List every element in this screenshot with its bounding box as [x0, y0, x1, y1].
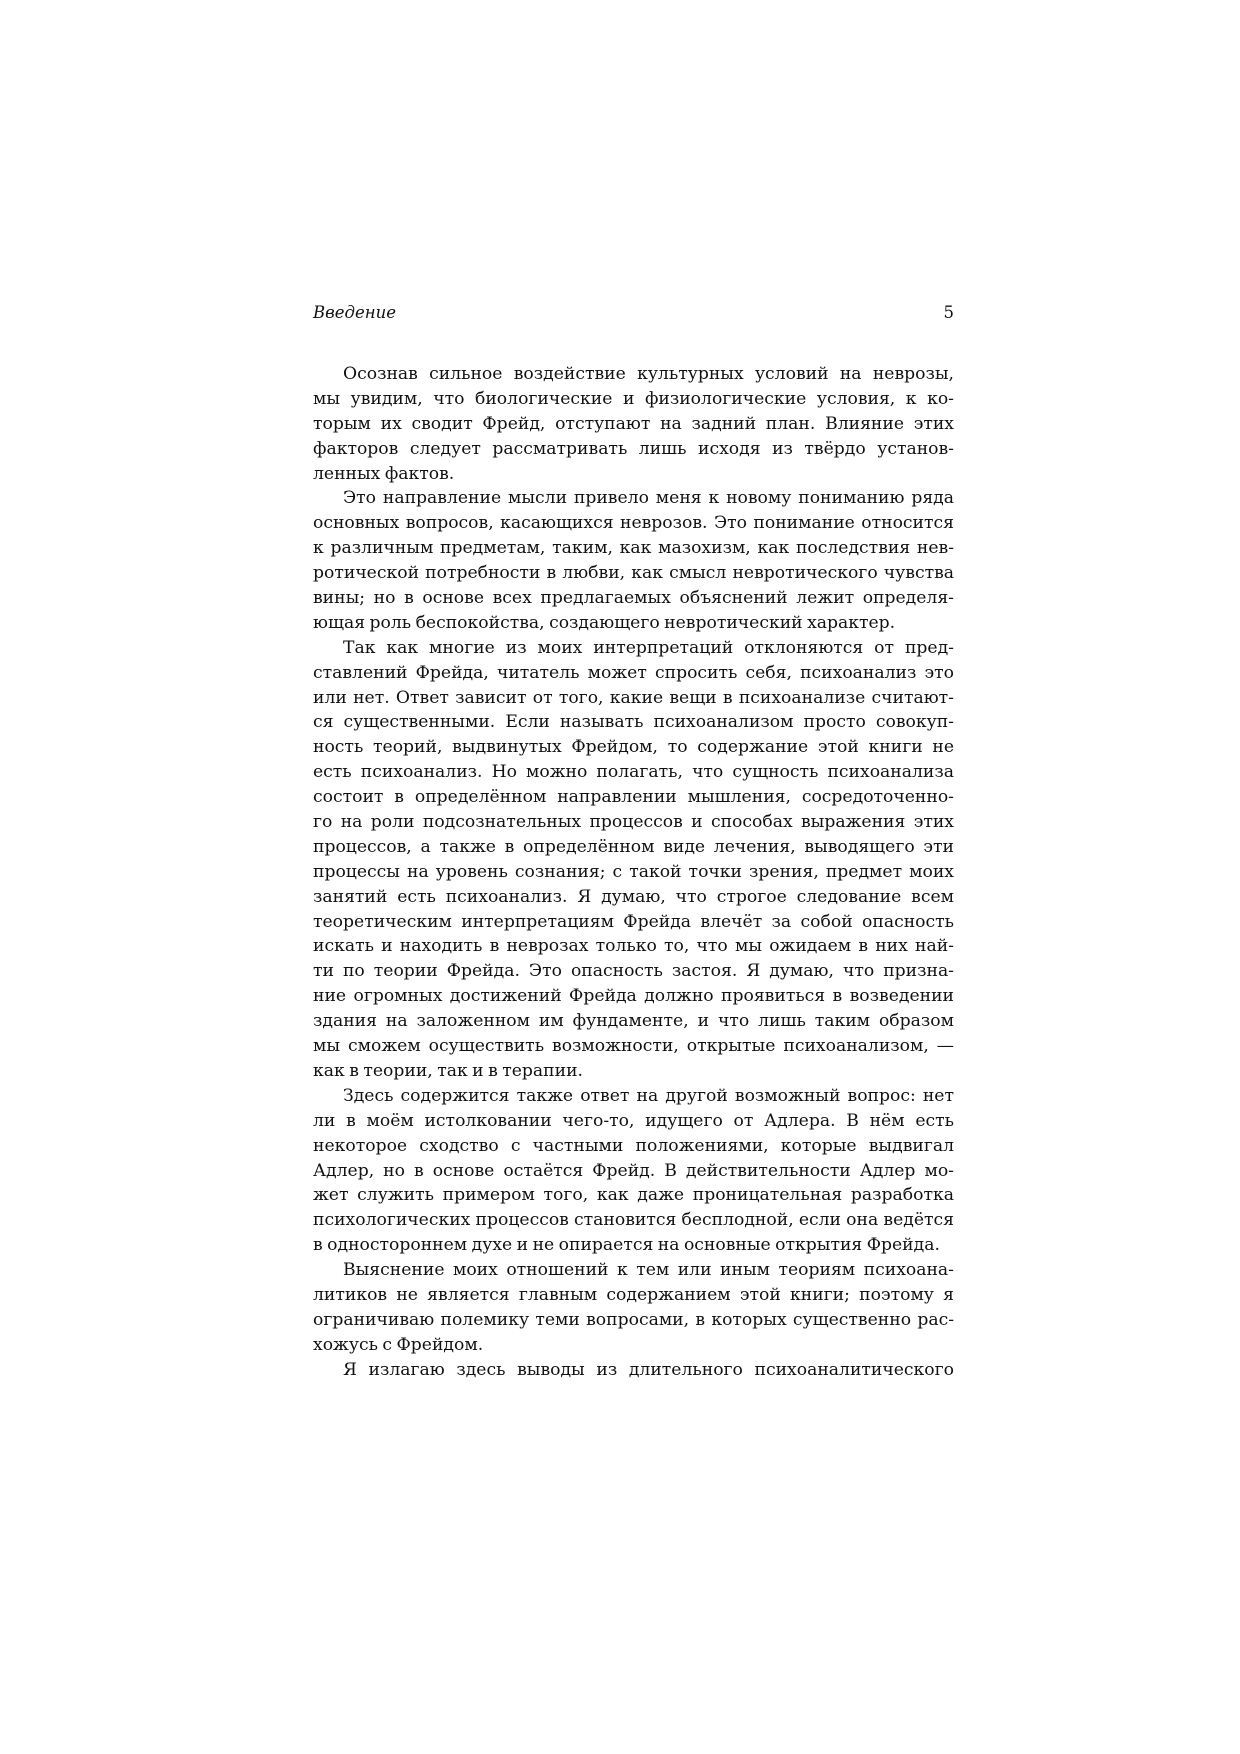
text-line: ротической потребности в любви, как смысл невротического чувства: [313, 563, 954, 584]
text-line: основных вопросов, касающихся неврозов. Это понимание относится: [313, 513, 954, 534]
text-line: Здесь содержится также ответ на другой возможный вопрос: нет: [343, 1085, 954, 1106]
text-line: процессов, а также в определённом виде лечения, выводящего эти: [313, 836, 954, 857]
text-line: как в теории, так и в терапии.: [313, 1060, 583, 1081]
text-line: го на роли подсознательных процессов и способах выражения этих: [313, 812, 954, 833]
running-head: [313, 302, 954, 328]
text-line: искать и находить в неврозах только то, что мы ожидаем в них най-: [313, 936, 954, 957]
text-line: состоит в определённом направлении мышления, сосредоточенно-: [313, 787, 954, 808]
text-line: ленных фактов.: [313, 463, 455, 484]
text-line: ющая роль беспокойства, создающего невротический характер.: [313, 612, 896, 633]
text-line: психологических процессов становится бесплодной, если она ведётся: [313, 1210, 954, 1231]
text-line: литиков не является главным содержанием этой книги; поэтому я: [313, 1284, 954, 1305]
text-line: занятий есть психоанализ. Я думаю, что строгое следование всем: [313, 886, 954, 907]
text-line: Адлер, но в основе остаётся Фрейд. В действительности Адлер мо-: [313, 1160, 954, 1181]
text-line: Я излагаю здесь выводы из длительного психоаналитического: [343, 1359, 954, 1380]
text-line: жет служить примером того, как даже проницательная разработка: [313, 1185, 954, 1206]
text-line: мы сможем осуществить возможности, открытые психоанализом, —: [313, 1036, 954, 1057]
paragraph: [313, 1258, 954, 1358]
text-line: или нет. Ответ зависит от того, какие вещи в психоанализе считают-: [313, 687, 954, 708]
text-line: в одностороннем духе и не опирается на основные открытия Фрейда.: [313, 1235, 940, 1256]
text-line: ти по теории Фрейда. Это опасность застоя. Я думаю, что призна-: [313, 961, 954, 982]
book-page: [313, 302, 954, 1383]
text-line: ся существенными. Если называть психоанализом просто совокуп-: [313, 712, 954, 733]
text-line: Это направление мысли привело меня к новому пониманию ряда: [343, 488, 954, 509]
text-line: факторов следует рассматривать лишь исходя из твёрдо установ-: [313, 438, 954, 459]
text-line: Так как многие из моих интерпретаций отклоняются от пред-: [343, 637, 954, 658]
text-line: мы увидим, что биологические и физиологические условия, к ко-: [313, 388, 954, 409]
text-line: хожусь с Фрейдом.: [313, 1334, 484, 1355]
page-number: 5: [943, 303, 954, 322]
paragraph: [313, 486, 954, 635]
text-line: ограничиваю полемику теми вопросами, в которых существенно рас-: [313, 1309, 954, 1330]
text-line: к различным предметам, таким, как мазохизм, как последствия нев-: [313, 538, 954, 559]
text-line: вины; но в основе всех предлагаемых объяснений лежит определя-: [313, 588, 954, 609]
paragraph: [313, 636, 954, 1084]
text-line: торым их сводит Фрейд, отступают на задний план. Влияние этих: [313, 413, 954, 434]
text-line: теоретическим интерпретациям Фрейда влечёт за собой опасность: [313, 911, 954, 932]
text-line: ность теорий, выдвинутых Фрейдом, то содержание этой книги не: [313, 737, 954, 758]
paragraph: [313, 1084, 954, 1258]
paragraph: [313, 1358, 954, 1383]
paragraph: [313, 362, 954, 486]
text-line: здания на заложенном им фундаменте, и что лишь таким образом: [313, 1011, 954, 1032]
running-title: Введение: [313, 303, 396, 322]
text-line: есть психоанализ. Но можно полагать, что сущность психоанализа: [313, 762, 954, 783]
text-line: Выяснение моих отношений к тем или иным теориям психоана-: [343, 1260, 954, 1281]
text-line: ставлений Фрейда, читатель может спросить себя, психоанализ это: [313, 662, 954, 683]
body-text: [313, 362, 954, 1383]
text-line: ние огромных достижений Фрейда должно проявиться в возведении: [313, 986, 954, 1007]
text-line: некоторое сходство с частными положениями, которые выдвигал: [313, 1135, 954, 1156]
text-line: ли в моём истолковании чего-то, идущего от Адлера. В нём есть: [313, 1110, 954, 1131]
text-line: процессы на уровень сознания; с такой точки зрения, предмет моих: [313, 861, 954, 882]
text-line: Осознав сильное воздействие культурных условий на неврозы,: [343, 364, 954, 384]
